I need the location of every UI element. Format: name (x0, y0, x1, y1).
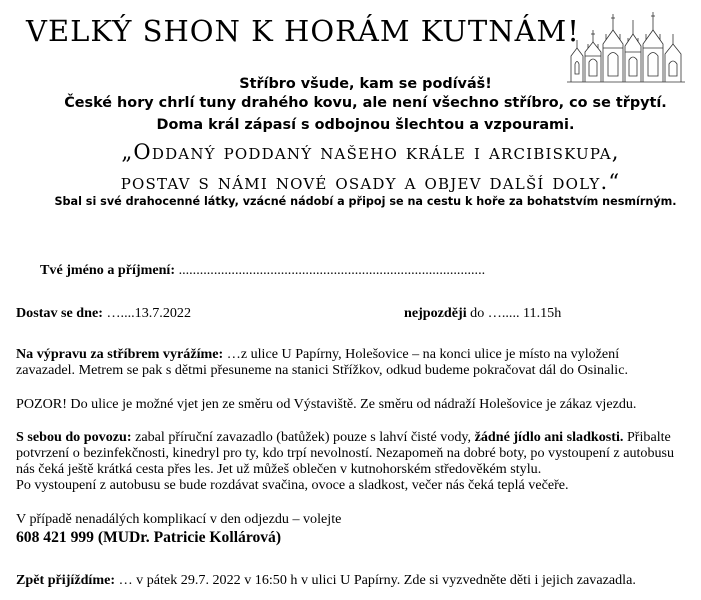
page-title: VELKÝ SHON K HORÁM KUTNÁM! (26, 14, 580, 48)
date-label: Dostav se dne: (16, 305, 103, 321)
luggage-text-2: Přibalte (626, 429, 671, 445)
luggage-line-3: nás čeká ještě krátká cesta přes les. Jet už můžeš oblečen v kutnohorském středověkém stylu. (16, 461, 542, 477)
phone-number[interactable]: 608 421 999 (MUDr. Patricie Kollárová) (16, 529, 282, 546)
warning-paragraph: POZOR! Do ulice je možné vjet jen ze směru od Výstaviště. Ze směru od nádraží Holešovice je zákaz vjezdu. (16, 396, 637, 412)
complications-text: V případě nenadálých komplikací v den odjezdu – volejte (16, 511, 342, 527)
intro-line-3: Doma král zápasí s odbojnou šlechtou a vzpourami. (156, 117, 575, 133)
return-label: Zpět přijíždíme: (16, 572, 116, 588)
luggage-text-1: zabal příruční zavazadlo (batůžek) pouze s lahví čisté vody, (135, 429, 472, 445)
intro-line-4: Sbal si své drahocenné látky, vzácné nádobí a připoj se na cestu k hoře za bohatstvím nesmírným. (54, 195, 677, 208)
deadline-label: nejpozději (404, 305, 467, 321)
name-label: Tvé jméno a příjmení: (40, 262, 176, 278)
luggage-line-2: potvrzení o bezinfekčnosti, kinedryl pro ty, kdo trpí nevolností. Nezapomeň na dobré boty, po vystoupení z autobusu (16, 445, 675, 461)
departure-text-2: zavazadel. Metrem se pak s dětmi přesuneme na stanici Střížkov, odkud budeme pokračovat dál do Osinalic. (16, 362, 628, 378)
deadline-value: do …..... 11.15h (470, 305, 562, 321)
luggage-label: S sebou do povozu: (16, 429, 132, 445)
quote-line-1: „Oddaný poddaný našeho krále i arcibiskupa, (121, 140, 620, 164)
departure-text-1: …z ulice U Papírny, Holešovice – na konci ulice je místo na vyložení (226, 346, 620, 362)
intro-line-2: České hory chrlí tuny drahého kovu, ale není všechno stříbro, co se třpytí. (64, 95, 667, 111)
date-row (16, 305, 686, 321)
quote-line-2: postav s námi nové osady a objev další doly.“ (120, 170, 621, 194)
deadline-row (404, 305, 561, 322)
return-text: … v pátek 29.7. 2022 v 16:50 h v ulici U Papírny. Zde si vyzvedněte děti i jejich zavazadla. (118, 572, 636, 588)
name-field[interactable]: ....................................................................................... (178, 262, 486, 278)
luggage-bold: žádné jídlo ani sladkosti. (474, 429, 624, 445)
cathedral-sketch-icon (563, 4, 689, 86)
luggage-line-4: Po vystoupení z autobusu se bude rozdávat svačina, ovoce a sladkost, večer nás čeká teplá večeře. (16, 477, 569, 493)
intro-line-1: Stříbro všude, kam se podíváš! (239, 76, 492, 92)
departure-label: Na výpravu za stříbrem vyrážíme: (16, 346, 224, 362)
luggage-paragraph (16, 429, 686, 493)
return-row (16, 572, 686, 588)
name-field-row (40, 262, 701, 278)
date-value: …....13.7.2022 (106, 305, 192, 321)
departure-paragraph (16, 346, 686, 378)
